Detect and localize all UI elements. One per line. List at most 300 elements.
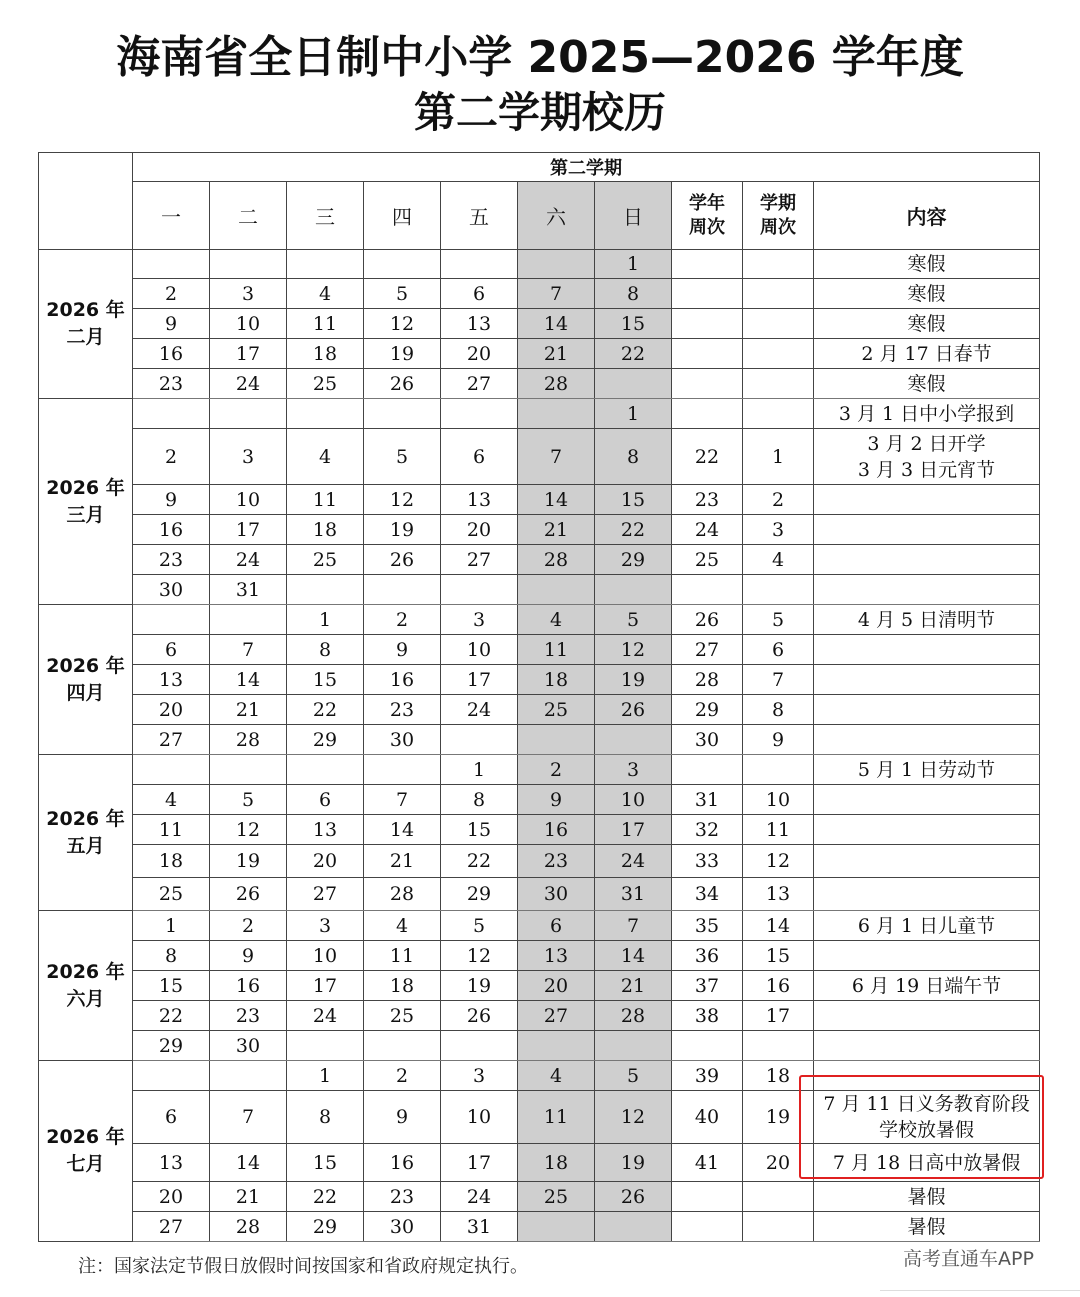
day-cell-sat — [518, 575, 595, 605]
day-cell-tue — [210, 250, 287, 279]
day-cell-sat: 2 — [518, 755, 595, 785]
day-cell-mon: 16 — [133, 339, 210, 369]
day-cell-wed: 10 — [287, 941, 364, 971]
day-cell-thu: 19 — [364, 339, 441, 369]
content-cell — [814, 635, 1040, 665]
content-cell — [814, 485, 1040, 515]
day-cell-sun: 3 — [595, 755, 672, 785]
page-title: 海南省全日制中小学 2025—2026 学年度 — [116, 32, 964, 83]
day-cell-sun — [595, 725, 672, 755]
school-week-cell: 28 — [672, 665, 743, 695]
content-cell — [814, 845, 1040, 878]
day-cell-thu: 16 — [364, 1144, 441, 1182]
calendar-body — [39, 250, 1040, 1242]
month-label: 2026 年 六月 — [39, 911, 133, 1061]
content-cell — [814, 1001, 1040, 1031]
day-cell-wed — [287, 250, 364, 279]
day-cell-thu: 16 — [364, 665, 441, 695]
day-cell-thu: 25 — [364, 1001, 441, 1031]
day-cell-thu: 19 — [364, 515, 441, 545]
day-cell-sat: 11 — [518, 1091, 595, 1144]
day-cell-fri: 13 — [441, 485, 518, 515]
term-week-cell: 10 — [743, 785, 814, 815]
content-cell — [814, 878, 1040, 911]
school-week-cell — [672, 399, 743, 429]
table-row — [39, 695, 1040, 725]
term-week-cell — [743, 1031, 814, 1061]
watermark: 高考直通车APP — [903, 1248, 1034, 1270]
school-week-cell — [672, 309, 743, 339]
day-cell-mon: 1 — [133, 911, 210, 941]
term-week-cell: 20 — [743, 1144, 814, 1182]
day-cell-fri: 3 — [441, 1061, 518, 1091]
term-week-cell: 12 — [743, 845, 814, 878]
day-cell-thu: 12 — [364, 485, 441, 515]
day-cell-fri: 27 — [441, 369, 518, 399]
day-cell-sat: 16 — [518, 815, 595, 845]
day-cell-tue: 28 — [210, 725, 287, 755]
day-cell-thu: 18 — [364, 971, 441, 1001]
content-cell — [814, 695, 1040, 725]
day-cell-sat: 20 — [518, 971, 595, 1001]
day-cell-tue: 10 — [210, 309, 287, 339]
school-week-cell: 25 — [672, 545, 743, 575]
day-cell-fri: 6 — [441, 429, 518, 485]
day-cell-fri: 1 — [441, 755, 518, 785]
content-cell: 暑假 — [814, 1212, 1040, 1242]
day-cell-wed: 24 — [287, 1001, 364, 1031]
day-cell-tue: 21 — [210, 1182, 287, 1212]
school-week-cell: 32 — [672, 815, 743, 845]
table-row — [39, 785, 1040, 815]
table-row — [39, 815, 1040, 845]
table-row — [39, 911, 1040, 941]
day-cell-sun: 26 — [595, 695, 672, 725]
day-cell-sun: 28 — [595, 1001, 672, 1031]
day-cell-fri — [441, 250, 518, 279]
day-cell-sat: 23 — [518, 845, 595, 878]
day-cell-sat: 27 — [518, 1001, 595, 1031]
school-week-cell — [672, 755, 743, 785]
day-cell-fri: 24 — [441, 1182, 518, 1212]
day-cell-wed — [287, 399, 364, 429]
day-cell-mon: 20 — [133, 1182, 210, 1212]
content-cell — [814, 1061, 1040, 1091]
day-cell-fri: 5 — [441, 911, 518, 941]
term-week-cell: 3 — [743, 515, 814, 545]
day-cell-mon: 30 — [133, 575, 210, 605]
day-cell-sat: 25 — [518, 695, 595, 725]
day-cell-sun: 14 — [595, 941, 672, 971]
day-cell-wed — [287, 1031, 364, 1061]
day-cell-wed: 13 — [287, 815, 364, 845]
day-cell-sun: 26 — [595, 1182, 672, 1212]
table-row — [39, 941, 1040, 971]
day-cell-wed: 22 — [287, 695, 364, 725]
term-week-cell: 11 — [743, 815, 814, 845]
day-cell-wed: 18 — [287, 339, 364, 369]
day-cell-fri: 20 — [441, 339, 518, 369]
day-cell-fri: 15 — [441, 815, 518, 845]
term-week-cell — [743, 250, 814, 279]
day-cell-mon: 13 — [133, 1144, 210, 1182]
term-week-cell: 18 — [743, 1061, 814, 1091]
day-cell-tue: 16 — [210, 971, 287, 1001]
day-cell-sun — [595, 575, 672, 605]
day-cell-sat: 28 — [518, 369, 595, 399]
day-cell-wed: 3 — [287, 911, 364, 941]
day-cell-thu: 2 — [364, 1061, 441, 1091]
content-cell — [814, 515, 1040, 545]
table-row — [39, 1144, 1040, 1182]
term-week-cell: 17 — [743, 1001, 814, 1031]
day-cell-sun — [595, 1212, 672, 1242]
day-cell-fri: 3 — [441, 605, 518, 635]
table-row — [39, 878, 1040, 911]
school-week-cell: 30 — [672, 725, 743, 755]
school-week-cell: 35 — [672, 911, 743, 941]
school-week-header — [672, 182, 743, 250]
day-cell-thu: 2 — [364, 605, 441, 635]
day-cell-thu: 12 — [364, 309, 441, 339]
content-cell — [814, 941, 1040, 971]
weekday-wed: 三 — [287, 182, 364, 250]
day-cell-sun: 1 — [595, 399, 672, 429]
term-week-cell: 7 — [743, 665, 814, 695]
term-week-cell — [743, 755, 814, 785]
day-cell-sat: 28 — [518, 545, 595, 575]
term-week-header — [743, 182, 814, 250]
day-cell-sun: 17 — [595, 815, 672, 845]
day-cell-tue: 31 — [210, 575, 287, 605]
school-week-cell: 36 — [672, 941, 743, 971]
term-week-cell: 16 — [743, 971, 814, 1001]
day-cell-tue: 30 — [210, 1031, 287, 1061]
day-cell-sun — [595, 369, 672, 399]
day-cell-sun: 21 — [595, 971, 672, 1001]
school-week-cell — [672, 369, 743, 399]
school-week-cell: 40 — [672, 1091, 743, 1144]
table-row — [39, 1212, 1040, 1242]
table-row — [39, 429, 1040, 485]
term-week-cell — [743, 1212, 814, 1242]
table-row — [39, 845, 1040, 878]
corner-cell — [39, 153, 133, 250]
day-cell-mon: 8 — [133, 941, 210, 971]
day-cell-tue: 28 — [210, 1212, 287, 1242]
day-cell-sun: 5 — [595, 1061, 672, 1091]
day-cell-fri: 6 — [441, 279, 518, 309]
table-row — [39, 485, 1040, 515]
table-row — [39, 971, 1040, 1001]
content-cell: 3 月 1 日中小学报到 — [814, 399, 1040, 429]
day-cell-sat: 4 — [518, 1061, 595, 1091]
day-cell-sun: 29 — [595, 545, 672, 575]
day-cell-sun: 19 — [595, 1144, 672, 1182]
day-cell-tue: 7 — [210, 635, 287, 665]
day-cell-sun: 31 — [595, 878, 672, 911]
day-cell-wed: 1 — [287, 1061, 364, 1091]
day-cell-thu: 5 — [364, 429, 441, 485]
content-cell: 2 月 17 日春节 — [814, 339, 1040, 369]
school-week-cell: 26 — [672, 605, 743, 635]
day-cell-thu: 5 — [364, 279, 441, 309]
content-cell — [814, 575, 1040, 605]
day-cell-mon: 2 — [133, 429, 210, 485]
weekday-fri: 五 — [441, 182, 518, 250]
day-cell-mon: 13 — [133, 665, 210, 695]
day-cell-wed: 15 — [287, 665, 364, 695]
day-cell-tue: 23 — [210, 1001, 287, 1031]
content-cell: 寒假 — [814, 279, 1040, 309]
table-row — [39, 545, 1040, 575]
term-week-cell — [743, 339, 814, 369]
day-cell-fri: 19 — [441, 971, 518, 1001]
day-cell-wed: 11 — [287, 485, 364, 515]
day-cell-tue: 10 — [210, 485, 287, 515]
page-subtitle: 第二学期校历 — [413, 88, 666, 137]
day-cell-sun: 24 — [595, 845, 672, 878]
day-cell-wed — [287, 755, 364, 785]
day-cell-tue: 21 — [210, 695, 287, 725]
day-cell-tue: 3 — [210, 429, 287, 485]
table-row — [39, 399, 1040, 429]
content-cell: 6 月 1 日儿童节 — [814, 911, 1040, 941]
day-cell-mon: 9 — [133, 309, 210, 339]
content-cell: 7 月 11 日义务教育阶段 学校放暑假 — [814, 1091, 1040, 1144]
day-cell-wed — [287, 575, 364, 605]
day-cell-tue: 12 — [210, 815, 287, 845]
day-cell-mon: 27 — [133, 725, 210, 755]
day-cell-sat: 4 — [518, 605, 595, 635]
day-cell-wed: 4 — [287, 279, 364, 309]
day-cell-thu — [364, 755, 441, 785]
table-row — [39, 665, 1040, 695]
day-cell-fri: 13 — [441, 309, 518, 339]
day-cell-thu: 9 — [364, 635, 441, 665]
day-cell-thu: 30 — [364, 1212, 441, 1242]
day-cell-wed: 1 — [287, 605, 364, 635]
day-cell-tue: 26 — [210, 878, 287, 911]
day-cell-thu: 11 — [364, 941, 441, 971]
day-cell-thu: 14 — [364, 815, 441, 845]
day-cell-sun: 12 — [595, 1091, 672, 1144]
day-cell-tue — [210, 399, 287, 429]
day-cell-sat — [518, 1212, 595, 1242]
school-week-label: 学年周次 — [689, 192, 725, 238]
table-row — [39, 339, 1040, 369]
month-label: 2026 年 五月 — [39, 755, 133, 911]
weekday-thu: 四 — [364, 182, 441, 250]
school-week-cell: 31 — [672, 785, 743, 815]
day-cell-fri: 31 — [441, 1212, 518, 1242]
school-week-cell: 37 — [672, 971, 743, 1001]
term-week-cell — [743, 399, 814, 429]
day-cell-mon: 9 — [133, 485, 210, 515]
day-cell-mon: 6 — [133, 635, 210, 665]
month-label: 2026 年 三月 — [39, 399, 133, 605]
day-cell-thu: 21 — [364, 845, 441, 878]
table-row — [39, 1182, 1040, 1212]
day-cell-sun: 10 — [595, 785, 672, 815]
day-cell-wed: 22 — [287, 1182, 364, 1212]
day-cell-mon: 16 — [133, 515, 210, 545]
term-week-cell: 1 — [743, 429, 814, 485]
content-cell: 5 月 1 日劳动节 — [814, 755, 1040, 785]
content-header: 内容 — [814, 182, 1040, 250]
day-cell-thu: 7 — [364, 785, 441, 815]
day-cell-mon: 20 — [133, 695, 210, 725]
table-row — [39, 515, 1040, 545]
day-cell-wed: 8 — [287, 1091, 364, 1144]
table-row — [39, 605, 1040, 635]
table-row — [39, 309, 1040, 339]
school-week-cell — [672, 250, 743, 279]
day-cell-sat: 11 — [518, 635, 595, 665]
term-week-cell: 2 — [743, 485, 814, 515]
footnote: 注：国家法定节假日放假时间按国家和省政府规定执行。 — [78, 1256, 528, 1277]
weekday-mon: 一 — [133, 182, 210, 250]
day-cell-tue: 7 — [210, 1091, 287, 1144]
school-week-cell: 24 — [672, 515, 743, 545]
day-cell-thu — [364, 250, 441, 279]
day-cell-tue: 9 — [210, 941, 287, 971]
school-week-cell: 23 — [672, 485, 743, 515]
school-week-cell — [672, 1212, 743, 1242]
day-cell-mon: 23 — [133, 369, 210, 399]
day-cell-wed: 6 — [287, 785, 364, 815]
day-cell-thu: 26 — [364, 369, 441, 399]
school-week-cell: 34 — [672, 878, 743, 911]
content-cell: 4 月 5 日清明节 — [814, 605, 1040, 635]
content-cell: 6 月 19 日端午节 — [814, 971, 1040, 1001]
day-cell-sat — [518, 399, 595, 429]
term-week-cell — [743, 1182, 814, 1212]
school-week-cell: 39 — [672, 1061, 743, 1091]
day-cell-tue — [210, 1061, 287, 1091]
school-week-cell — [672, 575, 743, 605]
table-row — [39, 1001, 1040, 1031]
day-cell-sat — [518, 1031, 595, 1061]
school-week-cell: 38 — [672, 1001, 743, 1031]
content-cell — [814, 785, 1040, 815]
day-cell-wed: 29 — [287, 725, 364, 755]
day-cell-mon: 6 — [133, 1091, 210, 1144]
table-row — [39, 250, 1040, 279]
school-week-cell: 29 — [672, 695, 743, 725]
content-cell — [814, 665, 1040, 695]
weekday-sat: 六 — [518, 182, 595, 250]
day-cell-wed: 11 — [287, 309, 364, 339]
day-cell-sun — [595, 1031, 672, 1061]
day-cell-thu — [364, 575, 441, 605]
day-cell-sat: 14 — [518, 309, 595, 339]
table-row — [39, 725, 1040, 755]
day-cell-sun: 19 — [595, 665, 672, 695]
term-week-cell — [743, 279, 814, 309]
content-cell: 寒假 — [814, 250, 1040, 279]
day-cell-mon — [133, 1061, 210, 1091]
day-cell-fri: 29 — [441, 878, 518, 911]
school-week-cell: 33 — [672, 845, 743, 878]
day-cell-tue: 14 — [210, 1144, 287, 1182]
term-week-cell: 6 — [743, 635, 814, 665]
day-cell-mon — [133, 250, 210, 279]
day-cell-wed: 4 — [287, 429, 364, 485]
school-week-cell: 27 — [672, 635, 743, 665]
day-cell-sun: 5 — [595, 605, 672, 635]
day-cell-tue: 17 — [210, 339, 287, 369]
content-cell — [814, 725, 1040, 755]
day-cell-fri: 26 — [441, 1001, 518, 1031]
day-cell-tue: 19 — [210, 845, 287, 878]
weekday-tue: 二 — [210, 182, 287, 250]
day-cell-sun: 1 — [595, 250, 672, 279]
day-cell-sat: 6 — [518, 911, 595, 941]
day-cell-fri — [441, 1031, 518, 1061]
day-cell-tue: 5 — [210, 785, 287, 815]
day-cell-mon — [133, 399, 210, 429]
day-cell-mon: 27 — [133, 1212, 210, 1242]
day-cell-sat: 7 — [518, 279, 595, 309]
day-cell-mon: 22 — [133, 1001, 210, 1031]
content-cell — [814, 545, 1040, 575]
day-cell-fri: 10 — [441, 1091, 518, 1144]
content-cell: 寒假 — [814, 309, 1040, 339]
day-cell-sat: 25 — [518, 1182, 595, 1212]
table-row — [39, 279, 1040, 309]
term-week-cell — [743, 309, 814, 339]
content-cell: 寒假 — [814, 369, 1040, 399]
day-cell-thu: 23 — [364, 695, 441, 725]
day-cell-mon — [133, 755, 210, 785]
day-cell-tue: 14 — [210, 665, 287, 695]
day-cell-fri: 20 — [441, 515, 518, 545]
day-cell-sat: 21 — [518, 339, 595, 369]
day-cell-thu: 4 — [364, 911, 441, 941]
table-row — [39, 635, 1040, 665]
month-label: 2026 年 七月 — [39, 1061, 133, 1242]
day-cell-mon: 25 — [133, 878, 210, 911]
day-cell-sat: 9 — [518, 785, 595, 815]
day-cell-thu: 26 — [364, 545, 441, 575]
day-cell-fri — [441, 725, 518, 755]
day-cell-mon: 23 — [133, 545, 210, 575]
day-cell-fri: 10 — [441, 635, 518, 665]
semester-header: 第二学期 — [133, 153, 1040, 182]
day-cell-wed: 29 — [287, 1212, 364, 1242]
day-cell-sun: 22 — [595, 515, 672, 545]
day-cell-sun: 8 — [595, 279, 672, 309]
day-cell-sat: 7 — [518, 429, 595, 485]
day-cell-sat — [518, 250, 595, 279]
content-cell — [814, 815, 1040, 845]
school-week-cell — [672, 339, 743, 369]
day-cell-sat: 30 — [518, 878, 595, 911]
day-cell-tue: 24 — [210, 369, 287, 399]
month-label: 2026 年 二月 — [39, 250, 133, 399]
day-cell-sun: 15 — [595, 485, 672, 515]
day-cell-mon: 4 — [133, 785, 210, 815]
day-cell-sat — [518, 725, 595, 755]
term-week-cell: 9 — [743, 725, 814, 755]
day-cell-sat: 14 — [518, 485, 595, 515]
day-cell-sun: 22 — [595, 339, 672, 369]
day-cell-mon — [133, 605, 210, 635]
content-cell: 3 月 2 日开学 3 月 3 日元宵节 — [814, 429, 1040, 485]
term-week-cell: 13 — [743, 878, 814, 911]
divider — [880, 1290, 1080, 1291]
